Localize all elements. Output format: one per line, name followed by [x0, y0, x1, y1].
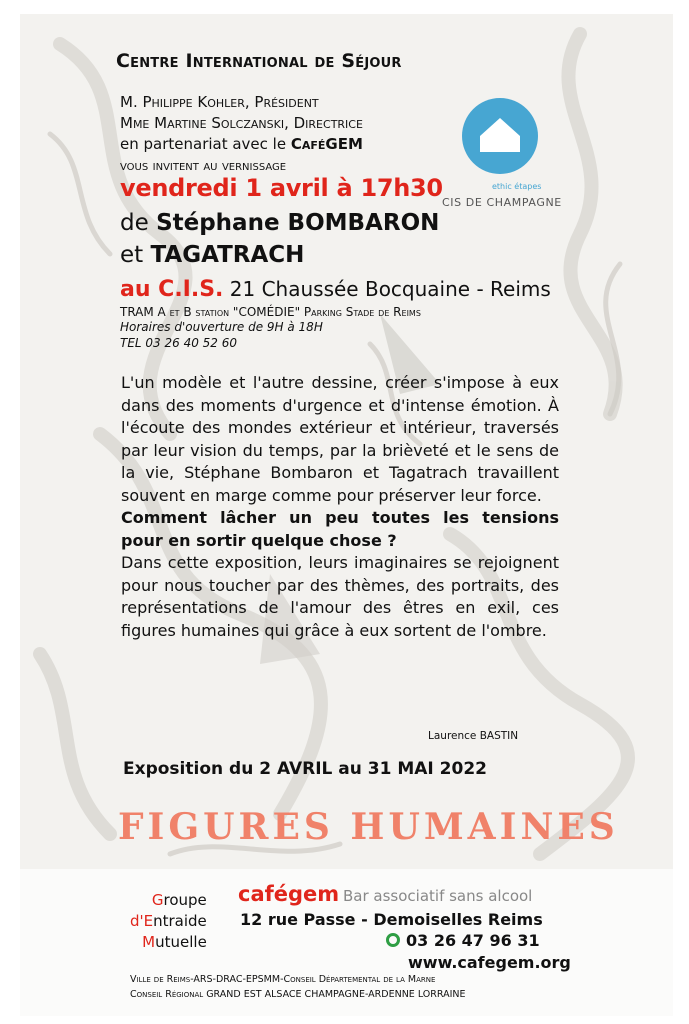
cafegem-phone	[386, 931, 540, 950]
gem-line-1	[130, 890, 207, 911]
gem-initial: M	[142, 933, 156, 951]
gem-line-2	[130, 911, 207, 932]
description-para-1: L'un modèle et l'autre dessine, créer s'impose à eux dans des moments d'urgence et d'intense émotion. À l'écoute des mondes extérieur et intérieur, traversés par leur vision du temps, par la brièveté et le sens de la vie, Stéphane Bombaron et Tagatrach travaillent souvent en marge comme pour préserver leur force.	[121, 373, 559, 505]
artist-1-name: Stéphane BOMBARON	[156, 210, 440, 236]
invite-line: vous invitent au vernissage	[120, 158, 287, 174]
artist-2-name: TAGATRACH	[150, 242, 305, 268]
sponsors-line-2: Conseil Régional GRAND EST ALSACE CHAMPAGNE-ARDENNE LORRAINE	[130, 989, 466, 1000]
et-word: et	[120, 242, 144, 268]
opening-hours: Horaires d'ouverture de 9H à 18H	[120, 320, 323, 334]
artist-line-1	[120, 210, 439, 236]
centre-title: Centre International de Séjour	[116, 50, 402, 72]
exposition-dates: Exposition du 2 AVRIL au 31 MAI 2022	[123, 759, 487, 779]
tram-info: TRAM A et B station "COMÉDIE" Parking Stade de Reims	[120, 305, 421, 319]
de-word: de	[120, 210, 149, 236]
partenariat-text: en partenariat avec le	[120, 135, 287, 153]
sponsors-line-1: Ville de Reims-ARS-DRAC-EPSMM-Conseil Départemental de la Marne	[130, 974, 436, 985]
gem-initial: d'E	[130, 912, 154, 930]
description	[121, 372, 559, 642]
phone-number: 03 26 47 96 31	[406, 931, 540, 950]
gem-rest: roupe	[163, 891, 207, 909]
cafegem-tagline: Bar associatif sans alcool	[343, 887, 533, 905]
cafegem-logo: cafégem	[238, 882, 340, 906]
signature: Laurence BASTIN	[428, 730, 519, 742]
phone-icon	[386, 933, 400, 947]
logo-name: CIS DE CHAMPAGNE	[442, 196, 562, 209]
president-line: M. Philippe Kohler, Président	[120, 93, 319, 111]
gem-rest: utuelle	[155, 933, 207, 951]
description-question: Comment lâcher un peu toutes les tensions pour en sortir quelque chose ?	[121, 508, 559, 550]
gem-rest: ntraide	[153, 912, 207, 930]
venue-line	[120, 277, 551, 302]
artist-line-2	[120, 242, 304, 268]
cafegem-name: CaféGEM	[290, 135, 363, 153]
venue-phone: TEL 03 26 40 52 60	[120, 336, 238, 350]
flyer-card	[20, 14, 673, 1016]
cis-logo	[440, 96, 560, 216]
logo-tagline: ethic étapes	[492, 182, 542, 191]
partenariat-line	[120, 134, 363, 155]
cafegem-website[interactable]: www.cafegem.org	[408, 953, 571, 972]
cis-logo-circle	[462, 98, 538, 174]
description-para-2: Dans cette exposition, leurs imaginaires se rejoignent pour nous toucher par des thèmes, des portraits, des représentations de l'amour des êtres en exil, ces figures humaines qui grâce à eux sortent de l'ombre.	[121, 553, 559, 640]
directrice-line: Mme Martine Solczanski, Directrice	[120, 114, 363, 132]
gem-block	[130, 890, 207, 953]
cafegem-address: 12 rue Passe - Demoiselles Reims	[240, 910, 543, 929]
gem-line-3	[130, 932, 207, 953]
venue-short: au C.I.S.	[120, 277, 224, 302]
house-icon	[462, 98, 538, 174]
event-date: vendredi 1 avril à 17h30	[120, 174, 443, 202]
exhibition-title: FIGURES HUMAINES	[118, 806, 619, 848]
gem-initial: G	[151, 891, 164, 909]
venue-address: 21 Chaussée Bocquaine - Reims	[229, 277, 551, 301]
